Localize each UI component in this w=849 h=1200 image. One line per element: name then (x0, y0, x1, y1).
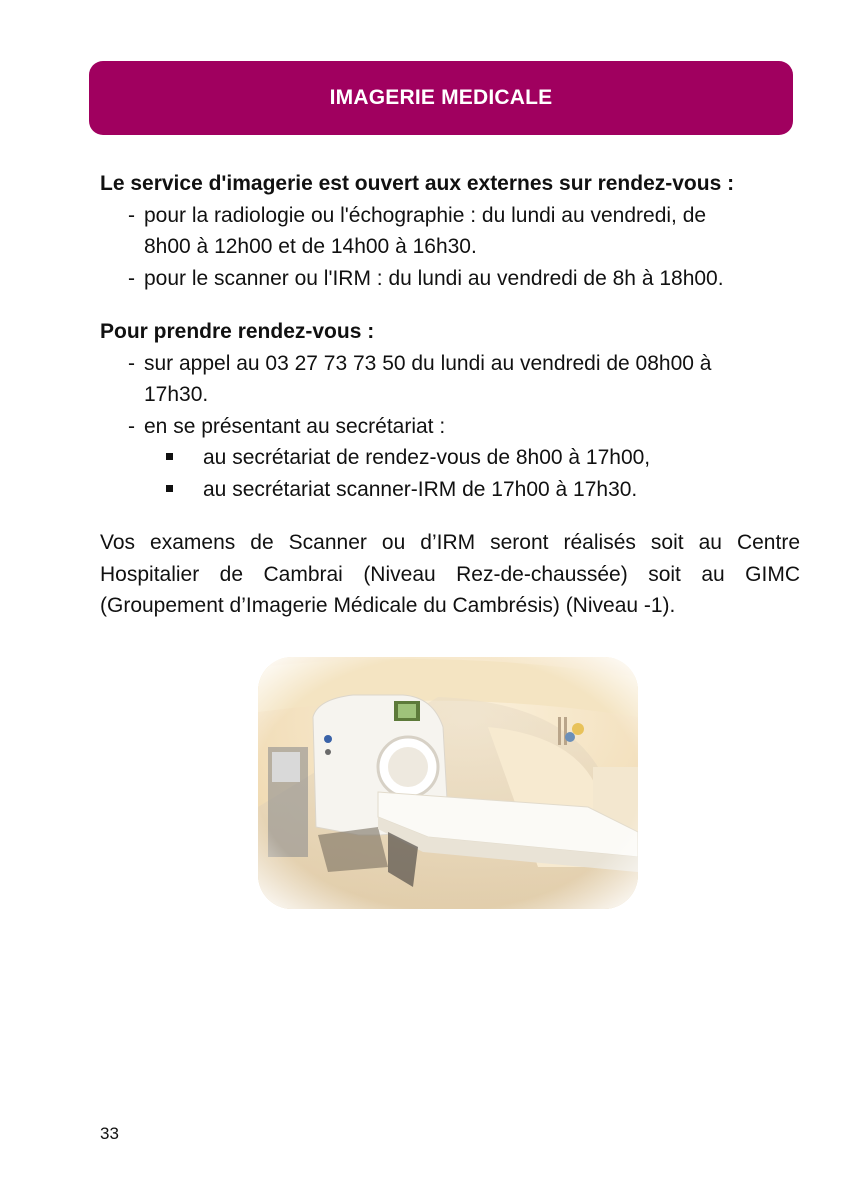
section-banner (89, 61, 793, 135)
page-title: IMAGERIE MEDICALE (329, 86, 553, 109)
square-bullet-icon (166, 453, 173, 460)
page-number: 33 (100, 1124, 119, 1143)
bullet-item: au secrétariat scanner-IRM de 17h00 à 17h30. (166, 474, 800, 506)
appointment-heading: Pour prendre rendez-vous : (100, 320, 375, 343)
ct-scanner-photo (258, 657, 638, 909)
opening-hours-heading: Le service d'imagerie est ouvert aux externes sur rendez-vous : (100, 172, 735, 195)
scanner-room-illustration (258, 657, 638, 909)
list-item-continuation: 17h30. (144, 383, 209, 406)
square-bullet-icon (166, 485, 173, 492)
main-content (100, 168, 800, 622)
bullet-item: au secrétariat de rendez-vous de 8h00 à 17h00, (166, 442, 800, 474)
list-item: - sur appel au 03 27 73 73 50 du lundi au vendredi de 08h00 à (128, 351, 712, 375)
list-item: - en se présentant au secrétariat : (128, 414, 446, 438)
list-item-continuation: 8h00 à 12h00 et de 14h00 à 16h30. (144, 235, 477, 258)
location-paragraph: Vos examens de Scanner ou d’IRM seront réalisés soit au Centre Hospitalier de Cambrai (Niveau Rez-de-chaussée) soit au GIMC (Groupement d’Imagerie Médicale du Cambrésis) (Niveau -1). (100, 531, 800, 617)
list-item: - pour la radiologie ou l'échographie : du lundi au vendredi, de (128, 203, 707, 227)
list-item: - pour le scanner ou l'IRM : du lundi au vendredi de 8h à 18h00. (128, 266, 724, 290)
